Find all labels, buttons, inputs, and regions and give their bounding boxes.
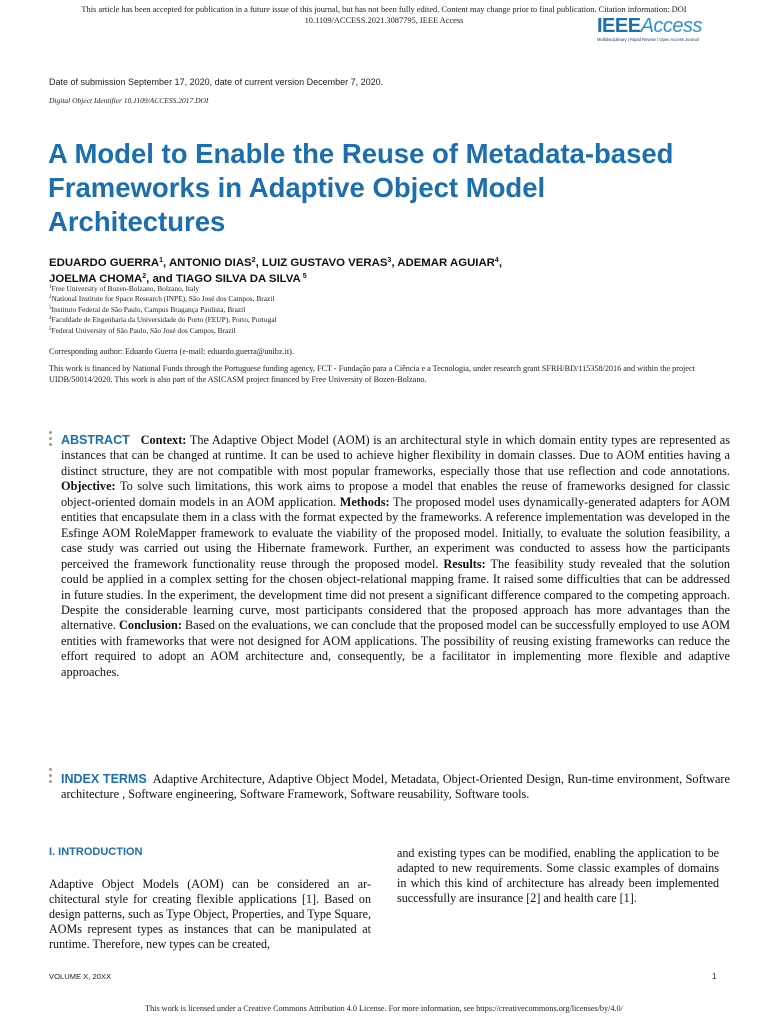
affiliation-number: 4 — [49, 316, 52, 322]
index-terms-marker-icon — [49, 768, 53, 786]
volume-label: VOLUME X, 20XX — [49, 972, 112, 981]
abstract-results: The feasibility study revealed that the solution could be applied in a complex setting for the chosen object-relational mapping frame. It raised some difficulties that can be addressed in future studies. In the experiment, the development time did not present a significant difference compared to the competing approach. Despite the considerable learning curve, most participants considered that the proposed approach has more advantages than the alternative. — [61, 556, 730, 633]
abstract-objective: To solve such limitations, this work aims to propose a model that enables the reuse of frameworks designed for classic object-oriented domain models in an AOM application. — [61, 479, 730, 509]
abstract-objective-label: Objective: — [61, 479, 116, 494]
author-affiliation-mark: 2 — [251, 257, 256, 264]
affiliation-number: 2 — [49, 295, 52, 301]
author-separator: , — [391, 257, 398, 269]
corresponding-author: Corresponding author: Eduardo Guerra (e-mail: eduardo.guerra@unibz.it). — [49, 347, 294, 356]
author-name: JOELMA CHOMA — [49, 273, 143, 285]
affiliation-text: Federal University of São Paulo, São José dos Campos, Brazil — [51, 325, 236, 335]
page-number: 1 — [712, 972, 717, 981]
abstract-conclusion-label: Conclusion: — [119, 618, 182, 633]
author-list — [49, 255, 729, 287]
funding-note: This work is financed by National Funds through the Portuguese funding agency, FCT - Fundação para a Ciência e a Tecnologia, under research grant SFRH/BD/115358/2016 and within the project UIDB/50014/2020. This work is also part of the ASICASM project financed by Free University of Bozen-Bolzano. — [49, 364, 695, 385]
abstract-marker-icon — [49, 431, 53, 449]
journal-notice-line-2: 10.1109/ACCESS.2021.3087795, IEEE Access — [304, 16, 464, 25]
author-affiliation-mark: 3 — [387, 257, 392, 264]
logo-tagline: Multidisciplinary | Rapid Review | Open Access Journal — [597, 37, 699, 42]
author-separator: , and — [146, 273, 176, 285]
affiliation-number: 3 — [49, 305, 52, 311]
author-separator: , — [498, 257, 502, 269]
index-terms-text: Adaptive Architecture, Adaptive Object Model, Metadata, Object-Oriented Design, Run-time environment, Software architecture , Software engineering, Software Framework, Software reusability, Software tools. — [61, 772, 730, 802]
affiliation-text: Instituto Federal de São Paulo, Campus Bragança Paulista, Brazil — [51, 304, 246, 314]
author-name: ANTONIO DIAS — [168, 257, 252, 269]
affiliation-item — [49, 315, 729, 325]
affiliation-item — [49, 305, 729, 315]
abstract-results-label: Results: — [443, 556, 486, 571]
author-name: EDUARDO GUERRA — [49, 257, 160, 269]
affiliation-item — [49, 326, 729, 336]
journal-notice-line-1: This article has been accepted for publication in a future issue of this journal, but has not been fully edited. Content may change prior to final publication. Citation information: DOI — [81, 5, 687, 14]
affiliation-list — [49, 284, 729, 336]
author-separator: , — [255, 257, 262, 269]
affiliation-number: 5 — [49, 326, 52, 332]
affiliation-number: 1 — [49, 285, 52, 290]
abstract-methods-label: Methods: — [339, 494, 390, 509]
affiliation-text: National Institute for Space Research (INPE), São José dos Campos, Brazil — [51, 294, 275, 304]
author-affiliation-mark: 2 — [142, 273, 147, 280]
index-terms — [61, 772, 730, 803]
submission-date: Date of submission September 17, 2020, date of current version December 7, 2020. — [49, 77, 384, 87]
introduction-heading: I. INTRODUCTION — [49, 846, 143, 858]
introduction-left-column: Adaptive Object Models (AOM) can be considered an ar-chitectural style for creating flexible applications [1]. Based on design patterns, such as Type Object, Properties, and Type Square, AOMs represent types as instances that can be manipulated at runtime. Therefore, new types can be created, — [49, 877, 371, 952]
affiliation-item — [49, 284, 729, 294]
author-affiliation-mark: 5 — [300, 273, 307, 280]
abstract-context-label: Context: — [140, 433, 187, 447]
author-affiliation-mark: 4 — [494, 257, 499, 264]
author-affiliation-mark: 1 — [159, 257, 164, 264]
author-name: TIAGO SILVA DA SILVA — [175, 273, 301, 285]
affiliation-text: Free University of Bozen-Bolzano, Bolzano, Italy — [51, 284, 200, 293]
logo-access-text: Access — [640, 15, 703, 37]
logo-ieee-text: IEEE — [597, 15, 641, 37]
author-separator: , — [163, 257, 169, 269]
abstract — [61, 433, 730, 680]
digital-object-identifier: Digital Object Identifier 10.1109/ACCESS.2017.DOI — [49, 96, 209, 105]
index-terms-heading: INDEX TERMS — [61, 772, 147, 786]
abstract-methods: The proposed model uses dynamically-generated adapters for AOM entities that encapsulate them in a class with the format expected by the frameworks. A reference implementation was developed in the Esfinge AOM RoleMapper framework to evaluate the viability of the proposed model. Initially, to evaluate the solution feasibility, a case study was carried out using the Hibernate framework. Further, an experiment was conducted to assess how the participants perceived the framework functionality reuse through the proposed model. — [61, 494, 730, 571]
affiliation-text: Faculdade de Engenharia da Universidade do Porto (FEUP), Porto, Portugal — [51, 315, 277, 325]
abstract-context: The Adaptive Object Model (AOM) is an architectural style in which domain entity types are represented as instances that can be changed at runtime. It can be used to achieve higher flexibility in domain classes. Due to AOM entities having a distinct structure, they are not compatible with most popular frameworks, especially those that use reflection and code annotations. — [61, 433, 730, 478]
affiliation-item — [49, 294, 729, 304]
author-name: ADEMAR AGUIAR — [397, 257, 495, 269]
abstract-heading: ABSTRACT — [61, 433, 130, 447]
abstract-conclusion: Based on the evaluations, we can conclude that the proposed model can be successfully employed to use AOM entities with frameworks that were not designed for AOM applications. The possibility of reusing existing frameworks can reduce the effort required to adopt an AOM architecture and, consequently, be a facilitator in implementing more flexible and adaptive approaches. — [61, 618, 731, 679]
ieee-access-logo — [597, 15, 715, 43]
logo-wordmark — [597, 15, 715, 37]
paper-title: A Model to Enable the Reuse of Metadata-based Frameworks in Adaptive Object Model Architectures — [48, 138, 674, 237]
introduction-right-column: and existing types can be modified, enabling the application to be adapted to new requirements. Some classic examples of domains in which this kind of architecture has already been implemented successfully are insurance [2] and health care [1]. — [397, 846, 719, 906]
author-name: LUIZ GUSTAVO VERAS — [261, 257, 388, 269]
license-notice: This work is licensed under a Creative Commons Attribution 4.0 License. For more information, see https://creativecommons.org/licenses/by/4.0/ — [145, 1004, 623, 1013]
